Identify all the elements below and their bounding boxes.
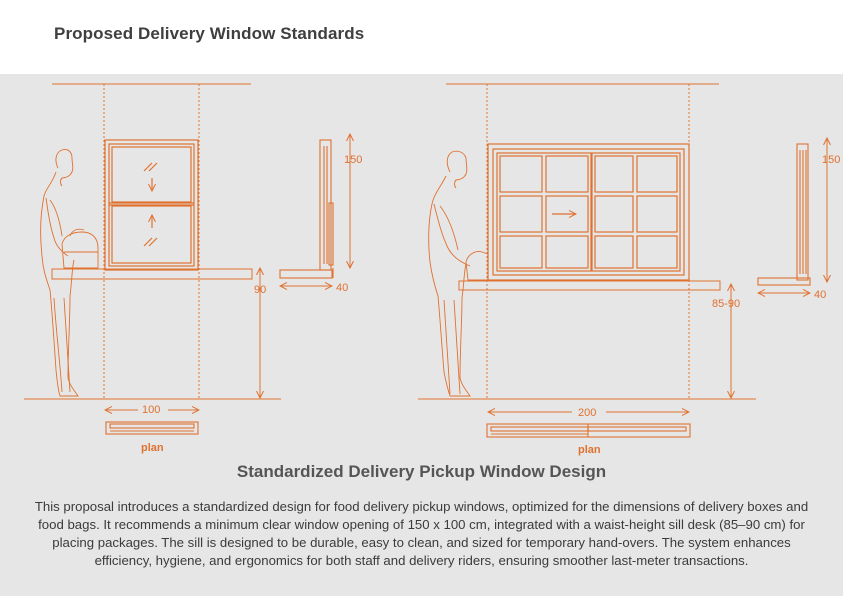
left-plan-label: plan (141, 442, 164, 454)
left-height-label: 150 (344, 154, 363, 166)
page-title: Proposed Delivery Window Standards (54, 24, 365, 43)
right-diagram (418, 84, 827, 437)
right-sill-height-label: 85-90 (712, 298, 741, 310)
left-diagram (24, 84, 350, 434)
double-hung-window (105, 140, 198, 270)
right-width-label: 200 (578, 407, 597, 419)
side-section (758, 144, 810, 285)
sliding-window (488, 144, 689, 280)
right-plan-label: plan (578, 444, 601, 456)
caption-title: Standardized Delivery Pickup Window Design (236, 462, 607, 481)
plan-view (106, 422, 198, 434)
person-figure (41, 149, 98, 396)
left-depth-label: 40 (336, 282, 349, 294)
sill-desk (459, 281, 720, 290)
right-depth-label: 40 (814, 289, 827, 301)
caption-body: This proposal introduces a standardized design for food delivery pickup windows, optimized for the dimensions of delivery boxes and food bags. It recommends a minimum clear window opening of 150 x 100 cm, integrated with a waist-height sill desk (85–90 cm) for placing packages. The sill is designed to be durable, easy to clean, and sized for temporary hand-overs. The system enhances efficiency, hygiene, and ergonomics for both staff and delivery riders, ensuring smoother last-meter transactions. (34, 499, 809, 568)
plan-view (487, 424, 690, 437)
person-figure (429, 151, 488, 396)
side-section (280, 140, 333, 278)
left-width-label: 100 (142, 404, 161, 416)
left-sill-height-label: 90 (254, 284, 267, 296)
right-height-label: 150 (822, 154, 841, 166)
